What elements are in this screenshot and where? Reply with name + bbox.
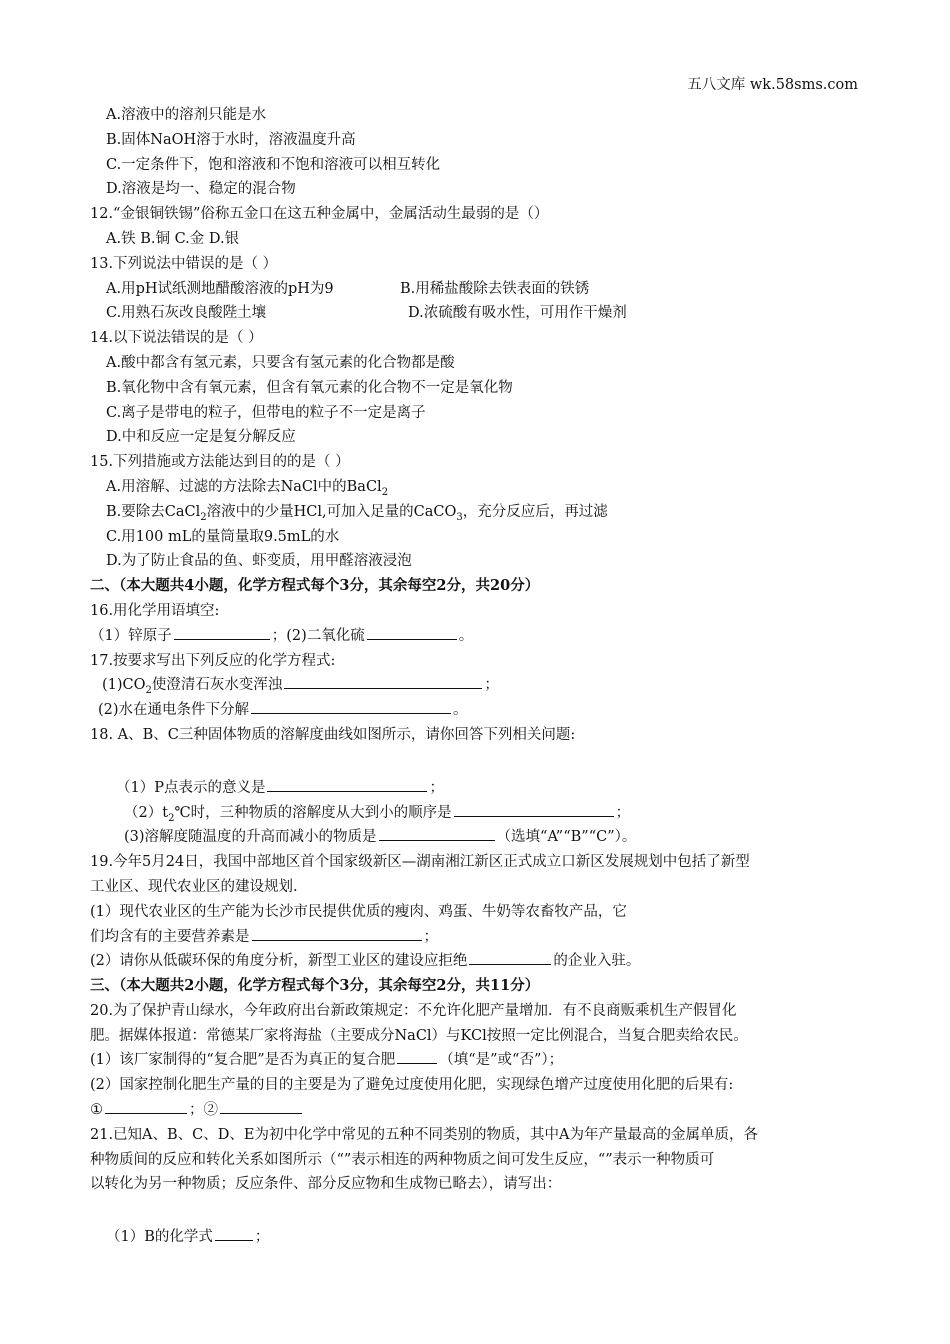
site-watermark-text: 五八文库 wk.58sms.com [687, 77, 858, 93]
q21-stem-line-2: 种物质间的反应和转化关系如图所示（“”表示相连的两种物质之间可发生反应，“”表示一种物质可 [90, 1151, 715, 1168]
q20-part-1-hint: （填“是”或“否”）； [439, 1052, 564, 1069]
q18-part-3 [90, 825, 870, 850]
answer-blank[interactable] [252, 925, 422, 941]
answer-blank[interactable] [284, 673, 482, 689]
q19-part-2-text: (2）请你从低碳环保的角度分析，新型工业区的建设应拒绝 [90, 953, 468, 970]
q19-part-1-line-1: (1）现代农业区的生产能为长沙市民提供优质的瘦肉、鸡蛋、牛奶等农畜牧产品，它 [90, 903, 627, 920]
q15-option-b [90, 500, 870, 525]
q15-option-a [90, 475, 870, 500]
q15-option-b-text-2: 溶液中的少量HCl,可加入足量的CaCO [206, 503, 457, 520]
q17-part-2 [90, 698, 870, 723]
answer-blank[interactable] [215, 1225, 253, 1241]
answer-blank[interactable] [454, 801, 614, 817]
q14-option-c: C.离子是带电的粒子，但带电的粒子不一定是离子 [106, 404, 426, 421]
q13-option-c: C.用熟石灰改良酸陛土壤 [106, 305, 267, 322]
q20-stem-line-1: 20.为了保护青山绿水，今年政府出台新政策规定：不允许化肥产量增加．有不良商贩乘机生产假冒化 [90, 1002, 737, 1019]
q16-part-1-label: （1）锌原子 [90, 627, 172, 644]
q15-stem: 15.下列措施或方法能达到目的的是（ ） [90, 454, 350, 471]
q17-part-2-label: (2)水在通电条件下分解 [98, 702, 250, 719]
exam-content [90, 103, 870, 1250]
q21-part-1-label: （1）B的化学式 [106, 1229, 213, 1246]
punctuation: 。 [453, 702, 468, 719]
subscript: 2 [168, 812, 175, 824]
punctuation: ； [254, 1229, 270, 1246]
q13-option-d: D.浓硫酸有吸水性，可用作干燥剂 [408, 305, 627, 322]
q14-option-b: B.氧化物中含有氧元素，但含有氧元素的化合物不一定是氧化物 [106, 379, 513, 396]
answer-blank[interactable] [469, 949, 551, 965]
q14-option-a: A.酸中都含有氢元素，只要含有氢元素的化合物都是酸 [106, 354, 455, 371]
q18-stem: 18. A、B、C三种固体物质的溶解度曲线如图所示，请你回答下列相关问题: [90, 726, 576, 743]
q18-part-1-label: （1）P点表示的意义是 [116, 779, 266, 796]
q20-part-1-text: (1）该厂家制得的“复合肥”是否为真正的复合肥 [90, 1052, 396, 1069]
punctuation: ； [615, 804, 631, 821]
punctuation: ； [423, 928, 438, 945]
q15-option-d: D.为了防止食品的鱼、虾变质，用甲醛溶液浸泡 [106, 553, 412, 570]
circled-number: ；② [189, 1102, 218, 1119]
punctuation: 。 [458, 627, 474, 644]
q11-option-d: D.溶液是均一、稳定的混合物 [106, 181, 296, 198]
q21-stem-line-3: 以转化为另一种物质；反应条件、部分反应物和生成物已略去），请写出： [90, 1176, 562, 1193]
q18-part-1 [90, 776, 870, 801]
section-3-title: 三、（本大题共2小题，化学方程式每个3分，其余每空2分，共11分） [90, 977, 540, 995]
q19-stem-line-1: 19.今年5月24日，我国中部地区首个国家级新区—湖南湘江新区正式成立口新区发展规划中包括了新型 [90, 854, 750, 871]
q16-answers [90, 624, 870, 649]
q18-part-3-hint: （选填“A”“B”“C”）。 [496, 829, 637, 846]
subscript: 3 [456, 511, 463, 523]
circled-number: ① [90, 1102, 103, 1119]
q19-part-1-text: 们均含有的主要营养素是 [90, 928, 250, 945]
q11-option-b: B.固体NaOH溶于水时，溶液温度升高 [106, 131, 356, 148]
answer-blank[interactable] [397, 1048, 437, 1064]
q20-stem-line-2: 肥。据媒体报道：常德某厂家将海盐（主要成分NaCl）与KCl按照一定比例混合，当复合肥卖给农民。 [90, 1027, 748, 1044]
q18-part-2-label: （2）t [124, 804, 169, 821]
page-header [687, 73, 858, 94]
q13-row-2 [90, 301, 870, 326]
q15-option-c: C.用100 mL的量筒量取9.5mL的水 [106, 528, 340, 545]
q19-part-2 [90, 949, 870, 974]
q11-option-c: C.一定条件下，饱和溶液和不饱和溶液可以相互转化 [106, 156, 441, 173]
answer-blank[interactable] [251, 698, 451, 714]
q16-part-2-label: (2)二氧化硫 [286, 627, 365, 644]
q13-option-a: A.用pH试纸测地醋酸溶液的pH为9 [106, 280, 334, 297]
subscript: 2 [381, 486, 389, 498]
q21-stem-line-1: 21.已知A、B、C、D、E为初中化学中常见的五种不同类别的物质，其中A为年产量最高的金属单质，各 [90, 1126, 758, 1143]
q19-part-1-line-2 [90, 925, 870, 950]
q19-stem-line-2: 工业区、现代农业区的建设规划. [90, 878, 298, 895]
answer-blank[interactable] [105, 1098, 187, 1114]
answer-blank[interactable] [267, 776, 427, 792]
q12-options: A.铁 B.铜 C.金 D.银 [106, 230, 240, 247]
q18-part-2 [90, 801, 870, 826]
q20-part-3 [90, 1098, 870, 1123]
q17-part-1-text: 使澄清石灰水变浑浊 [151, 677, 283, 694]
section-2-title: 二、（本大题共4小题，化学方程式每个3分，其余每空2分，共20分） [90, 577, 540, 595]
figure-gap [90, 1197, 870, 1225]
punctuation: ； [271, 627, 287, 644]
answer-blank[interactable] [367, 624, 457, 640]
q17-stem: 17.按要求写出下列反应的化学方程式: [90, 652, 336, 669]
answer-blank[interactable] [220, 1098, 302, 1114]
q18-part-2-text: ℃时，三种物质的溶解度从大到小的顺序是 [174, 804, 452, 821]
q11-option-a: A.溶液中的溶剂只能是水 [106, 107, 267, 123]
q15-option-b-text-3: ，充分反应后，再过滤 [462, 503, 608, 520]
q15-option-b-text-1: B.要除去CaCl [106, 503, 201, 520]
figure-gap [90, 748, 870, 776]
punctuation: ； [484, 677, 499, 694]
q16-stem: 16.用化学用语填空: [90, 602, 220, 619]
q17-part-1 [90, 673, 870, 698]
q13-stem: 13.下列说法中错误的是（ ） [90, 255, 278, 272]
subscript: 2 [200, 511, 207, 523]
q14-stem: 14.以下说法错误的是（ ） [90, 330, 263, 347]
q20-part-2: (2）国家控制化肥生产量的目的主要是为了避免过度使用化肥，实现绿色增产过度使用化肥的后果有: [90, 1077, 734, 1094]
q13-option-b: B.用稀盐酸除去铁表面的铁锈 [400, 280, 590, 297]
subscript: 2 [145, 685, 152, 697]
q19-part-2-end: 的企业入驻。 [553, 953, 641, 970]
q18-part-3-label: (3)溶解度随温度的升高而减小的物质是 [124, 829, 377, 846]
q15-option-a-text: A.用溶解、过滤的方法除去NaCl中的BaCl [106, 478, 382, 495]
q17-part-1-label: (1)CO [102, 677, 146, 694]
q13-row-1 [90, 277, 870, 302]
answer-blank[interactable] [174, 624, 270, 640]
answer-blank[interactable] [379, 825, 495, 841]
q21-part-1 [90, 1225, 870, 1250]
punctuation: ； [429, 779, 444, 796]
q20-part-1 [90, 1048, 870, 1073]
q12-stem: 12.“金银铜铁锡”俗称五金口在这五种金属中，金属活动生最弱的是（） [90, 206, 549, 223]
q14-option-d: D.中和反应一定是复分解反应 [106, 429, 296, 446]
